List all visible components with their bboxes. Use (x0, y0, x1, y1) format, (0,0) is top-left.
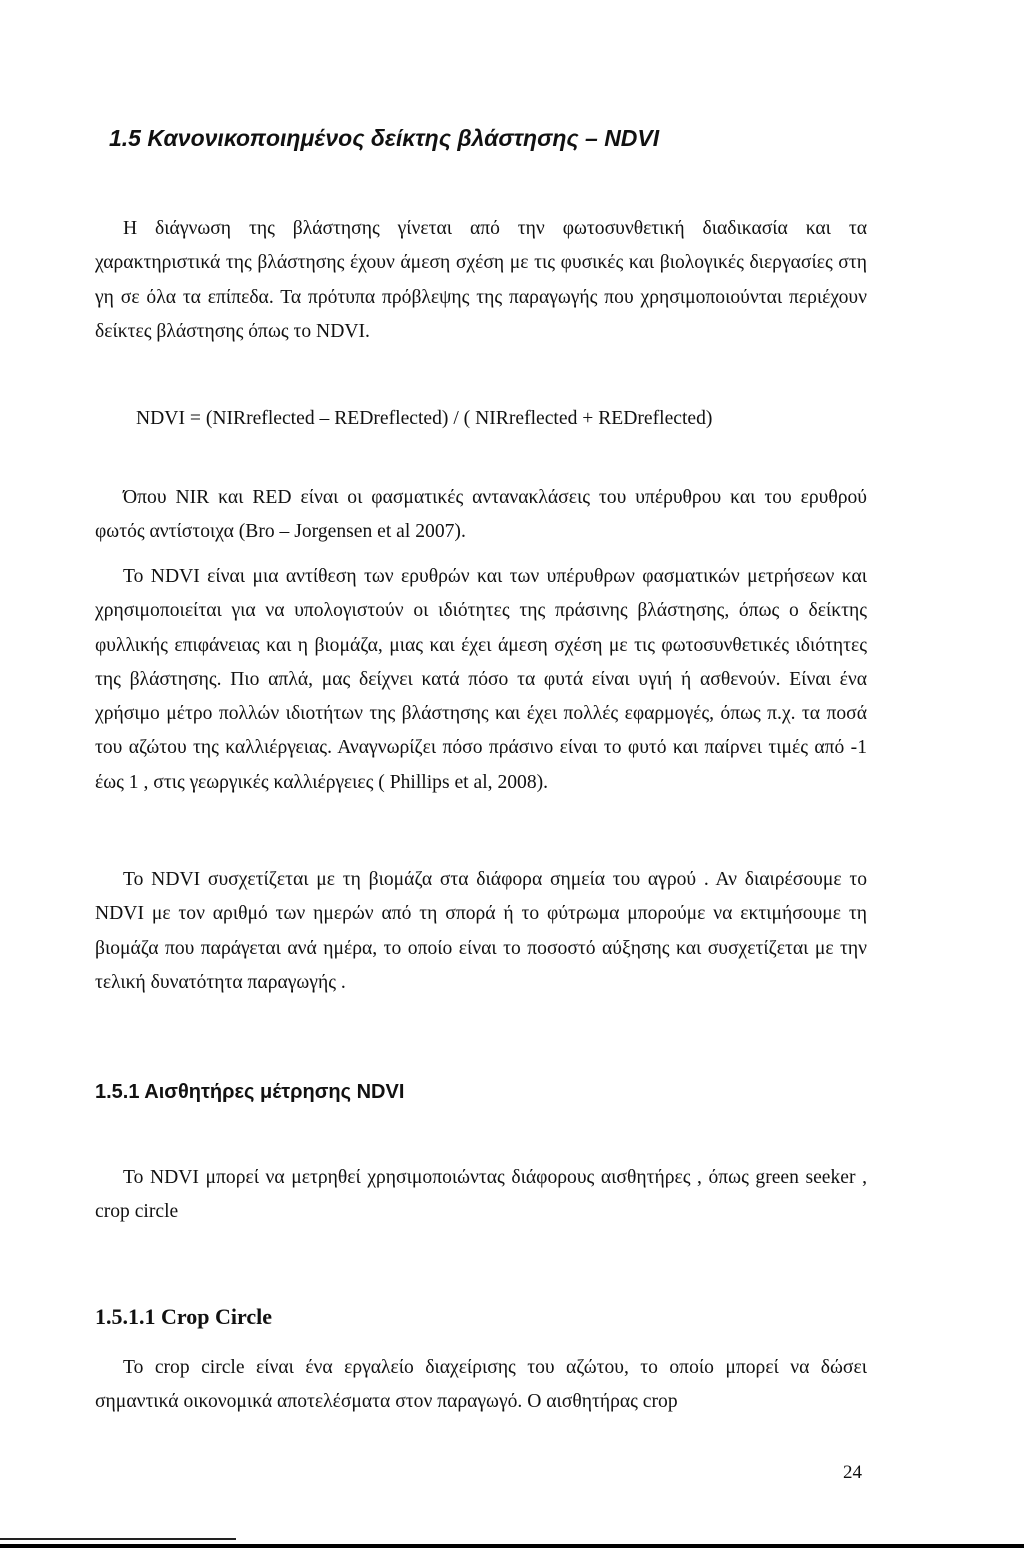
subsection-heading: 1.5.1 Αισθητήρες μέτρησης NDVI (95, 1081, 405, 1103)
subsubsection-heading: 1.5.1.1 Crop Circle (95, 1304, 272, 1329)
section-heading: 1.5 Κανονικοποιημένος δείκτης βλάστησης – NDVI (109, 125, 660, 151)
formula-explanation-paragraph: Όπου NIR και RED είναι οι φασματικές αντανακλάσεις του υπέρυθρου και του ερυθρού φωτός αντίστοιχα (Bro – Jorgensen et al 2007). (95, 487, 867, 543)
ndvi-description-paragraph: Το NDVI είναι μια αντίθεση των ερυθρών και των υπέρυθρων φασματικών μετρήσεων και χρησιμοποιείται για να υπολογιστούν οι ιδιότητες της πράσινης βλάστησης, όπως ο δείκτης φυλλικής επιφάνειας και η βιομάζα, μιας και έχει άμεση σχέση με τις φωτοσυνθετικές ιδιότητες της βλάστησης. Πιο απλά, μας δείχνει κατά πόσο τα φυτά είναι υγιή ή ασθενούν. Είναι ένα χρήσιμο μέτρο πολλών ιδιοτήτων της βλάστησης και έχει πολλές εφαρμογές, όπως π.χ. τα ποσά του αζώτου της καλλιέργειας. Αναγνωρίζει πόσο πράσινο είναι το φυτό και παίρνει τιμές από -1 έως 1 , στις γεωργικές καλλιέργειες ( Phillips et al, 2008). (95, 566, 867, 793)
page-number: 24 (843, 1462, 862, 1483)
ndvi-formula: NDVI = (NIRreflected – REDreflected) / ( NIRreflected + REDreflected) (136, 408, 713, 429)
footer-rule (0, 1538, 236, 1540)
intro-paragraph: Η διάγνωση της βλάστησης γίνεται από την φωτοσυνθετική διαδικασία και τα χαρακτηριστικά της βλάστησης έχουν άμεση σχέση με τις φυσικές και βιολογικές διεργασίες στη γη σε όλα τα επίπεδα. Τα πρότυπα πρόβλεψης της παραγωγής που χρησιμοποιούνται περιέχουν δείκτες βλάστησης όπως το NDVI. (95, 218, 867, 342)
sensors-paragraph: Το NDVI μπορεί να μετρηθεί χρησιμοποιώντας διάφορους αισθητήρες , όπως green seeker , crop circle (95, 1167, 867, 1223)
biomass-paragraph: Το NDVI συσχετίζεται με τη βιομάζα στα διάφορα σημεία του αγρού . Αν διαιρέσουμε το NDVI με τον αριθμό των ημερών από τη σπορά ή το φύτρωμα μπορούμε να εκτιμήσουμε τη βιομάζα που παράγεται ανά ημέρα, το οποίο είναι το ποσοστό αύξησης και συσχετίζεται με την τελική δυνατότητα παραγωγής . (95, 869, 867, 993)
crop-circle-paragraph: Το crop circle είναι ένα εργαλείο διαχείρισης του αζώτου, το οποίο μπορεί να δώσει σημαντικά οικονομικά αποτελέσματα στον παραγωγό. Ο αισθητήρας crop (95, 1357, 867, 1413)
